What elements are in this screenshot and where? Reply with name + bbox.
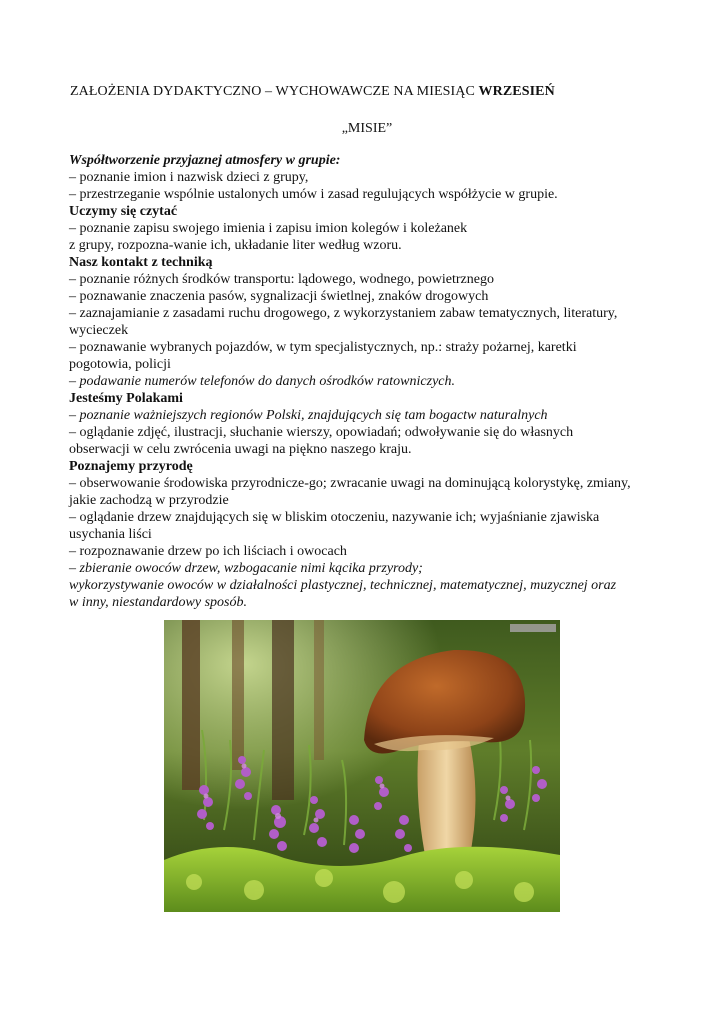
section-heading-czytanie: Uczymy się czytać (69, 204, 178, 219)
list-item: obserwacji w celu zwrócenia uwagi na piękno naszego kraju. (69, 442, 412, 457)
document-title (70, 84, 555, 100)
list-item: – poznanie ważniejszych regionów Polski, znajdujących się tam bogactw naturalnych (69, 408, 548, 423)
list-item: – oglądanie zdjęć, ilustracji, słuchanie wierszy, opowiadań; odwoływanie się do własnych (69, 425, 574, 440)
section-heading-technika: Nasz kontakt z techniką (69, 255, 213, 270)
list-item: wykorzystywanie owoców w działalności plastycznej, technicznej, matematycznej, muzycznej oraz (69, 578, 617, 593)
list-item: – poznanie zapisu swojego imienia i zapisu imion kolegów i koleżanek (69, 221, 468, 236)
list-item: w inny, niestandardowy sposób. (69, 595, 247, 610)
list-item: jakie zachodzą w przyrodzie (69, 493, 229, 508)
list-item: pogotowia, policji (69, 357, 171, 372)
list-item: wycieczek (69, 323, 129, 338)
section-heading-polacy: Jesteśmy Polakami (69, 391, 183, 406)
title-prefix: ZAŁOŻENIA DYDAKTYCZNO – WYCHOWAWCZE NA MIESIĄC (70, 84, 475, 99)
list-item: – poznanie różnych środków transportu: lądowego, wodnego, powietrznego (69, 272, 494, 287)
mushroom-illustration (164, 620, 560, 912)
list-item: – oglądanie drzew znajdujących się w bliskim otoczeniu, nazywanie ich; wyjaśnianie zjawiska (69, 510, 600, 525)
list-item: – obserwowanie środowiska przyrodnicze-go; zwracanie uwagi na dominującą kolorystykę, zmiany, (69, 476, 631, 491)
title-month: WRZESIEŃ (478, 84, 555, 99)
mushroom-photo (164, 620, 560, 912)
section-heading-przyroda: Poznajemy przyrodę (69, 459, 193, 474)
document-body (69, 152, 669, 611)
list-item: – poznawanie znaczenia pasów, sygnalizacji świetlnej, znaków drogowych (69, 289, 489, 304)
list-item: z grupy, rozpozna-wanie ich, układanie liter według wzoru. (69, 238, 402, 253)
section-heading-atmosfera: Współtworzenie przyjaznej atmosfery w grupie: (69, 153, 341, 168)
list-item: – poznanie imion i nazwisk dzieci z grupy, (69, 170, 309, 185)
list-item: – przestrzeganie wspólnie ustalonych umów i zasad regulujących współżycie w grupie. (69, 187, 558, 202)
list-item: – podawanie numerów telefonów do danych ośrodków ratowniczych. (69, 374, 455, 389)
document-subtitle: „MISIE” (341, 121, 393, 136)
list-item: – rozpoznawanie drzew po ich liściach i owocach (69, 544, 347, 559)
list-item: usychania liści (69, 527, 152, 542)
list-item: – zaznajamianie z zasadami ruchu drogowego, z wykorzystaniem zabaw tematycznych, literatury, (69, 306, 618, 321)
list-item: – poznawanie wybranych pojazdów, w tym specjalistycznych, np.: straży pożarnej, karetki (69, 340, 577, 355)
list-item: – zbieranie owoców drzew, wzbogacanie nimi kącika przyrody; (69, 561, 423, 576)
